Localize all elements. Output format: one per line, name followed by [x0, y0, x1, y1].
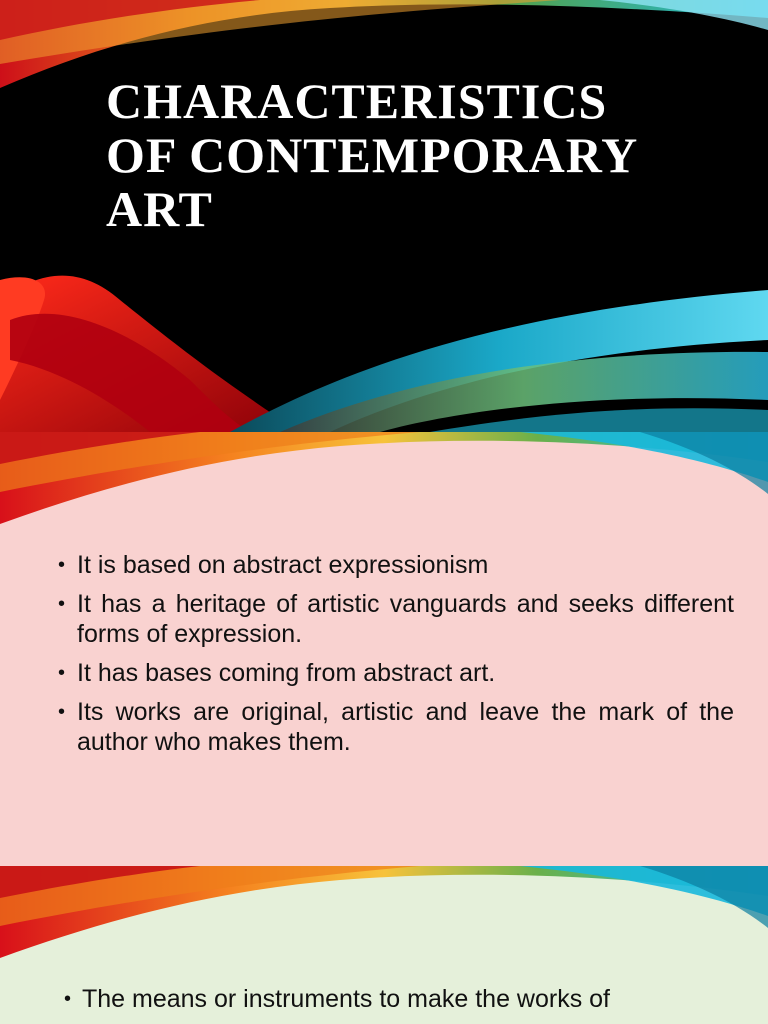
bullet-icon: • [64, 988, 72, 1010]
bullet-icon: • [58, 593, 66, 615]
list-item [62, 984, 742, 1014]
title-line: ART [106, 181, 213, 237]
content-slide [0, 432, 768, 866]
list-item [56, 550, 734, 580]
list-item [56, 697, 734, 757]
bullet-text: Its works are original, artistic and leave the mark of the author who makes them. [77, 698, 734, 756]
bullet-list [62, 984, 742, 1014]
content-slide-partial [0, 866, 768, 1024]
slide-title [106, 74, 726, 236]
bullet-icon: • [58, 554, 66, 576]
title-slide [0, 0, 768, 432]
bullet-text: The means or instruments to make the works of [82, 985, 610, 1013]
bullet-icon: • [58, 701, 66, 723]
bullet-text: It is based on abstract expressionism [77, 551, 489, 579]
bullet-icon: • [58, 662, 66, 684]
list-item [56, 589, 734, 649]
title-line: CHARACTERISTICS [106, 73, 608, 129]
bullet-text: It has bases coming from abstract art. [77, 659, 496, 687]
list-item [56, 658, 734, 688]
bullet-list [56, 550, 734, 766]
title-line: OF CONTEMPORARY [106, 127, 639, 183]
bullet-text: It has a heritage of artistic vanguards and seeks different forms of expression. [77, 590, 734, 648]
